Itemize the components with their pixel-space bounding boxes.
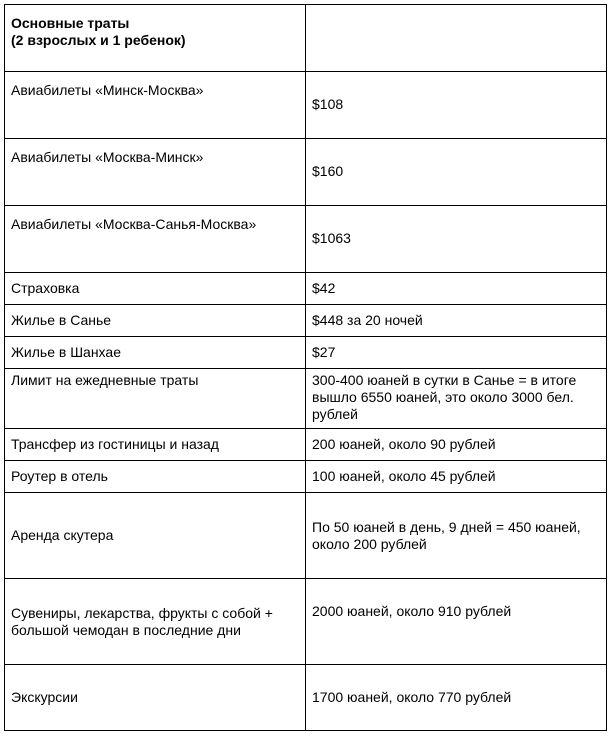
item-cell: Аренда скутера [5,493,306,579]
item-cell: Авиабилеты «Минск-Москва» [5,72,306,139]
table-row [5,579,607,665]
value-cell [306,493,607,579]
header-row [5,5,607,72]
item-cell [5,579,306,665]
item-cell: Лимит на ежедневные траты [5,369,306,429]
table-row [5,139,607,206]
expenses-table [4,4,607,731]
table-row [5,337,607,369]
value-cell: $448 за 20 ночей [306,305,607,337]
item-cell: Экскурсии [5,665,306,731]
item-line: Сувениры, лекарства, фрукты с собой + [11,604,273,621]
value-cell: $27 [306,337,607,369]
value-line: вышло 6550 юаней, это около 3000 бел. [312,389,574,405]
item-cell: Авиабилеты «Москва-Санья-Москва» [5,206,306,273]
table-row [5,273,607,305]
header-title: Основные траты [11,15,130,31]
value-line: 300-400 юаней в сутки в Санье = в итоге [312,372,577,388]
table-row [5,665,607,731]
header-empty-cell [306,5,607,72]
value-cell: $108 [306,72,607,139]
header-cell [5,5,306,72]
item-cell: Роутер в отель [5,461,306,493]
value-line: По 50 юаней в день, 9 дней = 450 юаней, [312,518,581,535]
table-row [5,461,607,493]
item-cell: Трансфер из гостиницы и назад [5,429,306,461]
value-cell: 100 юаней, около 45 рублей [306,461,607,493]
value-cell: 2000 юаней, около 910 рублей [306,579,607,665]
value-cell: 1700 юаней, около 770 рублей [306,665,607,731]
table-row [5,206,607,273]
value-cell: 200 юаней, около 90 рублей [306,429,607,461]
item-cell: Страховка [5,273,306,305]
table-row [5,493,607,579]
table-row [5,305,607,337]
table-row [5,72,607,139]
value-cell: $160 [306,139,607,206]
value-cell: $1063 [306,206,607,273]
value-cell: $42 [306,273,607,305]
item-cell: Жилье в Санье [5,305,306,337]
header-subtitle: (2 взрослых и 1 ребенок) [11,32,186,48]
item-cell: Жилье в Шанхае [5,337,306,369]
value-line: около 200 рублей [312,535,427,552]
item-cell: Авиабилеты «Москва-Минск» [5,139,306,206]
table-row [5,429,607,461]
item-line: большой чемодан в последние дни [11,621,241,638]
table-row [5,369,607,429]
value-cell [306,369,607,429]
value-line: рублей [312,406,358,422]
